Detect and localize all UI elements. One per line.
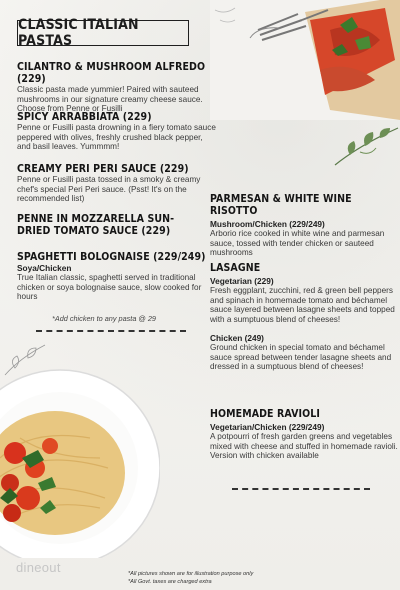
item-title: LASAGNE (210, 262, 261, 274)
item-description-chicken: Ground chicken in special tomato and béchamel sauce spread between tender lasagne sheets and dressed in a sumptuous blend of cheeses! (210, 342, 392, 372)
item-variant: Mushroom/Chicken (229/249) (210, 219, 325, 229)
menu-item-lasagne (210, 262, 398, 372)
item-description: Penne or Fusilli pasta drowning in a fiery tomato sauce peppered with olives, freshly crushed black pepper, and basil leaves. Yummmm! (17, 123, 216, 152)
herb-sketch-icon (330, 120, 400, 170)
divider-right (232, 488, 370, 490)
item-title: SPICY ARRABBIATA (229) (17, 111, 152, 123)
divider (36, 330, 186, 332)
add-chicken-note: *Add chicken to any pasta @ 29 (52, 314, 156, 323)
watermark-brand: dineout (16, 560, 61, 575)
menu-item-arrabbiata (17, 111, 217, 152)
lasagna-fork-photo (210, 0, 400, 120)
item-description: A potpourri of fresh garden greens and vegetables mixed with cheese and stuffed in homemade ravioli. Version with chicken available (210, 432, 398, 461)
item-title: CREAMY PERI PERI SAUCE (229) (17, 163, 189, 175)
item-title: PARMESAN & WHITE WINE RISOTTO (210, 193, 352, 217)
item-variant: Vegetarian/Chicken (229/249) (210, 422, 325, 432)
item-title: HOMEMADE RAVIOLI (210, 408, 320, 420)
item-variant: Soya/Chicken (17, 263, 72, 273)
item-title: PENNE IN MOZZARELLA SUN-DRIED TOMATO SAUCE (229) (17, 213, 175, 237)
menu-item-cilantro (17, 61, 217, 114)
menu-item-peri-peri (17, 163, 217, 204)
item-description: Classic pasta made yummier! Paired with sauteed mushrooms in our signature creamy cheese sauce. Choose from Penne or Fusilli (17, 85, 203, 114)
page-title: CLASSIC ITALIAN PASTAS (17, 20, 189, 46)
item-description: Arborio rice cooked in white wine and parmesan sauce, tossed with tender chicken or sauteed mushrooms (210, 229, 385, 258)
menu-item-risotto (210, 193, 395, 258)
footer-note-1: *All pictures shown are for illustration purpose only (128, 571, 254, 577)
spaghetti-plate-photo (0, 358, 160, 558)
item-description: True Italian classic, spaghetti served in traditional chicken or soya bolognaise sauce, slow cooked for hours (17, 273, 202, 302)
footer-note-2: *All Govt. taxes are charged extra (128, 579, 212, 585)
item-variant: Vegetarian (229) (210, 276, 274, 286)
item-description: Fresh eggplant, zucchini, red & green bell peppers and spinach in homemade tomato and béchamel sauce layered between lasagne sheets and topped with a sumptuous blend of cheeses! (210, 286, 395, 325)
item-title: SPAGHETTI BOLOGNAISE (229/249) (17, 251, 206, 263)
menu-item-penne-mozzarella (17, 213, 197, 237)
item-variant-chicken: Chicken (249) (210, 332, 264, 343)
item-description: Penne or Fusilli pasta tossed in a smoky & creamy chef's special Peri Peri sauce. (Psst! It's on the recommended list) (17, 175, 201, 204)
item-title: CILANTRO & MUSHROOM ALFREDO (229) (17, 61, 206, 85)
menu-item-ravioli (210, 408, 398, 461)
menu-item-bolognaise (17, 251, 217, 302)
